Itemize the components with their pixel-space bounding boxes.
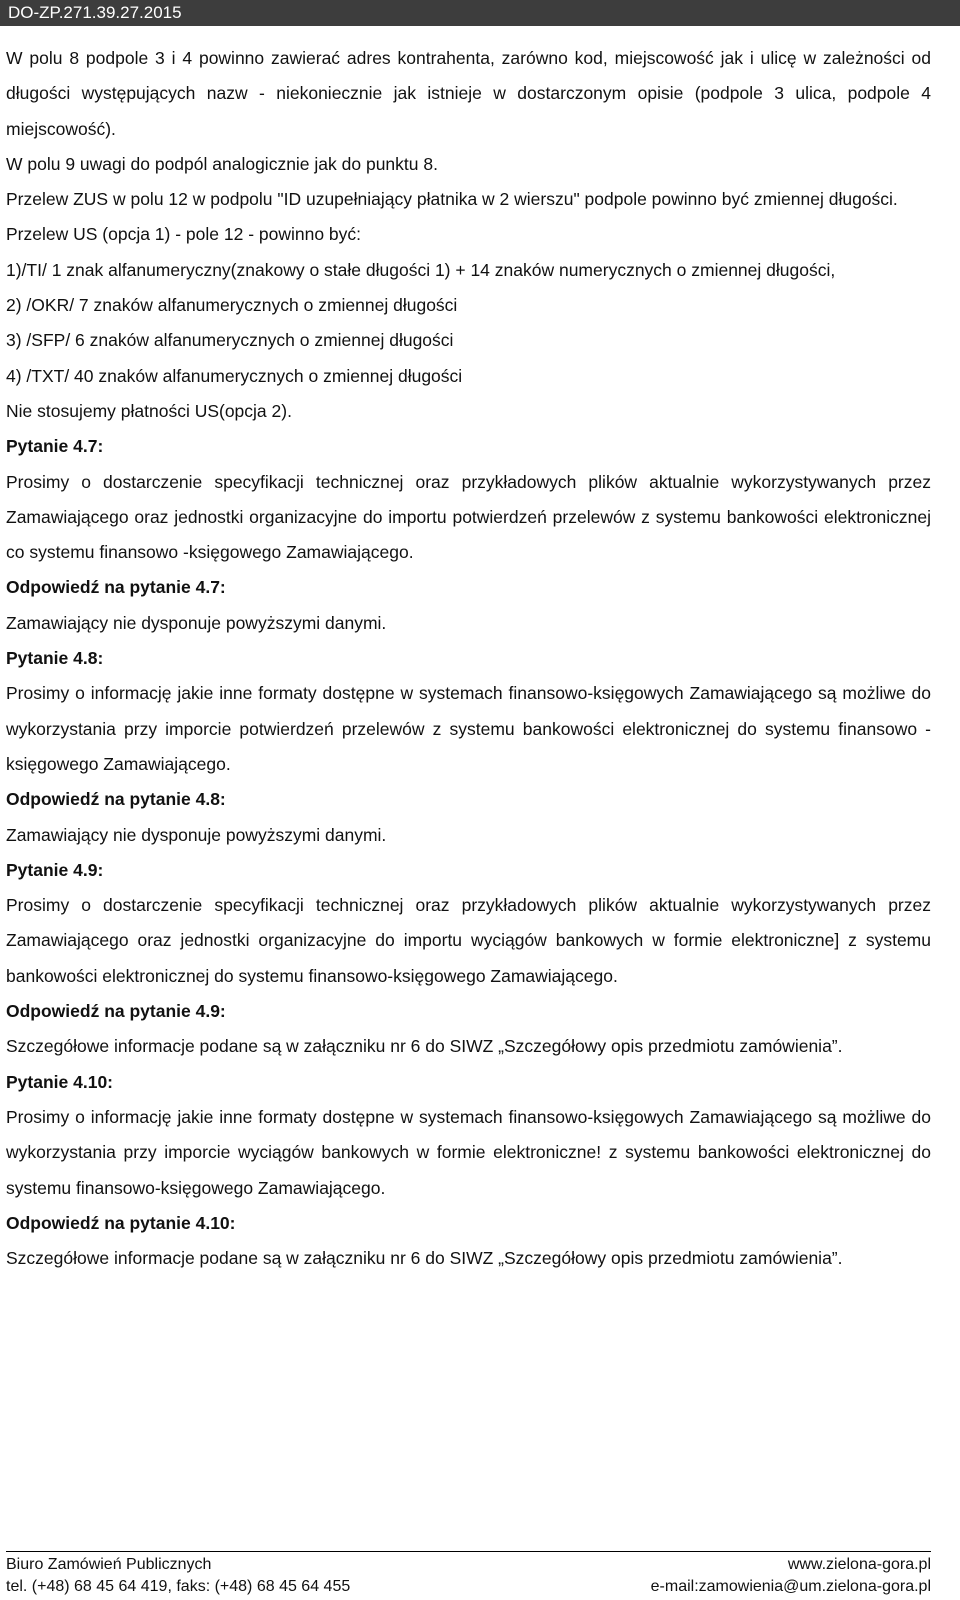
paragraph: Nie stosujemy płatności US(opcja 2). (6, 400, 292, 421)
answer-heading: Odpowiedź na pytanie 4.10: (6, 1212, 236, 1233)
answer-text: Zamawiający nie dysponuje powyższymi danymi. (6, 824, 387, 845)
footer-divider (6, 1551, 931, 1552)
list-item: 1)/TI/ 1 znak alfanumeryczny(znakowy o stałe długości 1) + 14 znaków numerycznych o zmiennej długości, (6, 259, 836, 280)
list-item: 2) /OKR/ 7 znaków alfanumerycznych o zmiennej długości (6, 295, 458, 316)
question-heading: Pytanie 4.9: (6, 859, 104, 880)
answer-heading: Odpowiedź na pytanie 4.7: (6, 577, 226, 598)
paragraph: W polu 9 uwagi do podpól analogicznie jak do punktu 8. (6, 153, 438, 174)
answer-text: Szczegółowe informacje podane są w załączniku nr 6 do SIWZ „Szczegółowy opis przedmiotu zamówienia”. (6, 1036, 843, 1057)
answer-heading: Odpowiedź na pytanie 4.8: (6, 789, 226, 810)
document-id: DO-ZP.271.39.27.2015 (8, 3, 182, 22)
footer-email: e-mail:zamowienia@um.zielona-gora.pl (650, 1578, 931, 1595)
footer-phone: tel. (+48) 68 45 64 419, faks: (+48) 68 45 64 455 (6, 1578, 351, 1595)
question-text: Prosimy o dostarczenie specyfikacji technicznej oraz przykładowych plików aktualnie wykorzystywanych przez Zamawiającego oraz jednostki organizacyjne do importu wyciągów bankowych w formie elektroniczne] z systemu bankowości elektronicznej do systemu finansowo-księgowego Zamawiającego. (6, 895, 931, 986)
answer-heading: Odpowiedź na pytanie 4.9: (6, 1001, 226, 1022)
list-item: 3) /SFP/ 6 znaków alfanumerycznych o zmiennej długości (6, 330, 454, 351)
footer-office: Biuro Zamówień Publicznych (6, 1556, 212, 1573)
question-heading: Pytanie 4.10: (6, 1071, 113, 1092)
question-text: Prosimy o informację jakie inne formaty dostępne w systemach finansowo-księgowych Zamawiającego są możliwe do wykorzystania przy imporcie potwierdzeń przelewów z systemu bankowości elektronicznej do systemu finansowo - księgowego Zamawiającego. (6, 683, 931, 774)
question-text: Prosimy o informację jakie inne formaty dostępne w systemach finansowo-księgowych Zamawiającego są możliwe do wykorzystania przy imporcie wyciągów bankowych w formie elektroniczne! z systemu bankowości elektronicznej do systemu finansowo-księgowego Zamawiającego. (6, 1106, 931, 1198)
question-heading: Pytanie 4.7: (6, 436, 104, 457)
answer-text: Szczegółowe informacje podane są w załączniku nr 6 do SIWZ „Szczegółowy opis przedmiotu zamówienia”. (6, 1248, 843, 1269)
list-item: 4) /TXT/ 40 znaków alfanumerycznych o zmiennej długości (6, 365, 463, 386)
paragraph: Przelew US (opcja 1) - pole 12 - powinno być: (6, 224, 362, 245)
document-body (6, 41, 931, 1276)
header-bar (0, 0, 960, 26)
question-heading: Pytanie 4.8: (6, 648, 104, 669)
answer-text: Zamawiający nie dysponuje powyższymi danymi. (6, 612, 387, 633)
footer-website: www.zielona-gora.pl (787, 1556, 931, 1573)
question-text: Prosimy o dostarczenie specyfikacji technicznej oraz przykładowych plików aktualnie wykorzystywanych przez Zamawiającego oraz jednostki organizacyjne do importu potwierdzeń przelewów z systemu bankowości elektronicznej co systemu finansowo -księgowego Zamawiającego. (6, 471, 931, 563)
paragraph: Przelew ZUS w polu 12 w podpolu "ID uzupełniający płatnika w 2 wierszu" podpole powinno być zmiennej długości. (6, 189, 898, 210)
paragraph: W polu 8 podpole 3 i 4 powinno zawierać adres kontrahenta, zarówno kod, miejscowość jak i ulicę w zależności od długości występujących nazw - niekoniecznie jak istnieje w dostarczonym opisie (podpole 3 ulica, podpole 4 miejscowość). (6, 48, 931, 139)
